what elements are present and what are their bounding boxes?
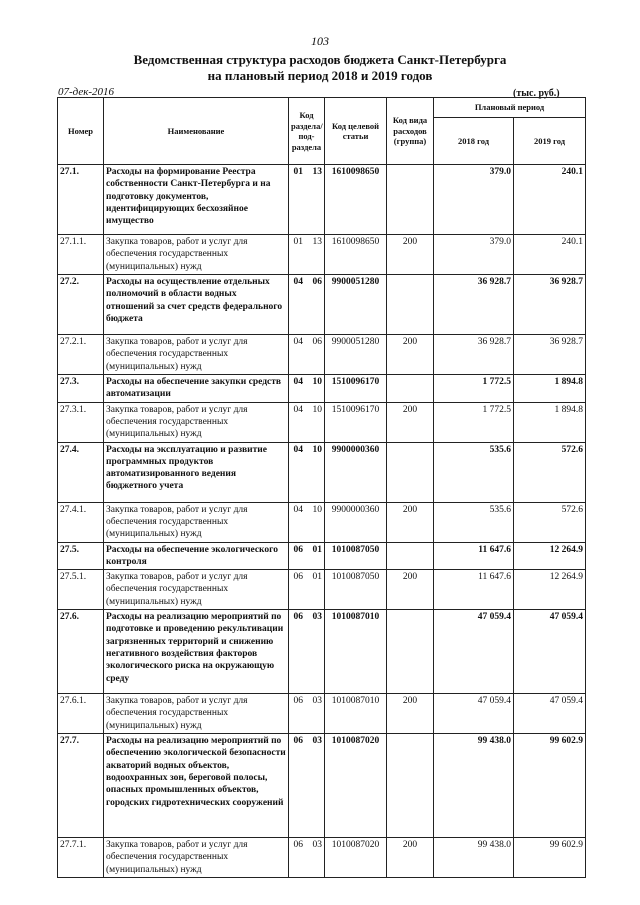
row-value-2018: 535.6 [434,442,514,502]
row-expense-type [387,375,434,403]
row-name: Расходы на осуществление отдельных полномочий в области водных отношений за счет средств федерального бюджета [104,275,289,335]
row-name: Расходы на реализацию мероприятий по подготовке и проведению рекультивации загрязненных территорий и снижению негативного воздействия факторов экологического риска на окружающую среду [104,610,289,694]
row-name: Закупка товаров, работ и услуг для обеспечения государственных (муниципальных) нужд [104,335,289,375]
row-value-2019: 99 602.9 [514,734,586,838]
row-value-2019: 36 928.7 [514,275,586,335]
row-target-code: 1010087050 [325,542,387,570]
row-number: 27.6. [58,610,104,694]
row-expense-type [387,734,434,838]
row-subsection: 10 [306,375,325,403]
row-target-code: 1610098650 [325,165,387,235]
row-value-2018: 11 647.6 [434,542,514,570]
row-value-2019: 36 928.7 [514,335,586,375]
table-row [58,734,586,838]
header-number: Номер [58,98,104,165]
header-type: Код вида расходов (группа) [387,98,434,165]
row-expense-type: 200 [387,502,434,542]
row-value-2019: 1 894.8 [514,375,586,403]
row-number: 27.4. [58,442,104,502]
table-row [58,694,586,734]
row-expense-type: 200 [387,838,434,878]
row-subsection: 10 [306,442,325,502]
row-value-2019: 47 059.4 [514,610,586,694]
row-value-2019: 12 264.9 [514,542,586,570]
table-row [58,610,586,694]
row-name: Закупка товаров, работ и услуг для обеспечения государственных (муниципальных) нужд [104,235,289,275]
row-subsection: 13 [306,235,325,275]
row-number: 27.5. [58,542,104,570]
row-subsection: 03 [306,734,325,838]
title-line-2: на плановый период 2018 и 2019 годов [207,68,433,83]
table-row [58,838,586,878]
row-expense-type: 200 [387,235,434,275]
row-target-code: 1010087010 [325,694,387,734]
row-number: 27.2.1. [58,335,104,375]
table-row [58,570,586,610]
row-name: Закупка товаров, работ и услуг для обеспечения государственных (муниципальных) нужд [104,502,289,542]
row-subsection: 13 [306,165,325,235]
row-value-2019: 47 059.4 [514,694,586,734]
row-target-code: 1510096170 [325,375,387,403]
row-name: Закупка товаров, работ и услуг для обеспечения государственных (муниципальных) нужд [104,402,289,442]
table-row [58,442,586,502]
row-subsection: 10 [306,502,325,542]
row-value-2018: 379.0 [434,235,514,275]
row-name: Расходы на обеспечение экологического контроля [104,542,289,570]
row-value-2019: 1 894.8 [514,402,586,442]
row-target-code: 9900000360 [325,502,387,542]
row-value-2019: 240.1 [514,165,586,235]
table-row [58,542,586,570]
row-value-2018: 99 438.0 [434,734,514,838]
row-subsection: 06 [306,335,325,375]
row-number: 27.2. [58,275,104,335]
row-value-2018: 99 438.0 [434,838,514,878]
budget-table [57,97,586,878]
row-target-code: 1010087020 [325,838,387,878]
row-section: 06 [289,570,306,610]
row-value-2018: 535.6 [434,502,514,542]
row-value-2019: 240.1 [514,235,586,275]
row-expense-type [387,275,434,335]
table-row [58,235,586,275]
row-number: 27.1. [58,165,104,235]
table-row [58,275,586,335]
row-target-code: 1010087050 [325,570,387,610]
row-expense-type [387,610,434,694]
row-value-2018: 36 928.7 [434,335,514,375]
row-expense-type: 200 [387,694,434,734]
row-target-code: 9900000360 [325,442,387,502]
row-value-2018: 1 772.5 [434,375,514,403]
row-section: 06 [289,610,306,694]
row-target-code: 1510096170 [325,402,387,442]
row-value-2018: 36 928.7 [434,275,514,335]
table-row [58,402,586,442]
row-expense-type [387,165,434,235]
header-section: Код раздела/ под- раздела [289,98,325,165]
row-name: Расходы на эксплуатацию и развитие программных продуктов автоматизированного ведения бюджетного учета [104,442,289,502]
row-name: Расходы на реализацию мероприятий по обеспечению экологической безопасности акваторий водных объектов, водоохранных зон, береговой полосы, опасных промышленных объектов, городских гидротехнических сооружений [104,734,289,838]
row-target-code: 1610098650 [325,235,387,275]
row-section: 04 [289,502,306,542]
row-expense-type: 200 [387,335,434,375]
row-value-2019: 572.6 [514,442,586,502]
row-subsection: 01 [306,570,325,610]
row-value-2019: 12 264.9 [514,570,586,610]
table-row [58,335,586,375]
table-row [58,502,586,542]
row-section: 04 [289,335,306,375]
row-section: 06 [289,838,306,878]
row-expense-type [387,542,434,570]
row-target-code: 1010087010 [325,610,387,694]
row-number: 27.5.1. [58,570,104,610]
row-section: 04 [289,375,306,403]
table-body [58,165,586,878]
row-subsection: 01 [306,542,325,570]
table-row [58,375,586,403]
row-value-2018: 47 059.4 [434,694,514,734]
row-target-code: 9900051280 [325,275,387,335]
document-date: 07-дек-2016 [58,86,115,98]
row-value-2018: 11 647.6 [434,570,514,610]
row-name: Расходы на обеспечение закупки средств автоматизации [104,375,289,403]
row-name: Закупка товаров, работ и услуг для обеспечения государственных (муниципальных) нужд [104,694,289,734]
header-2018: 2018 год [434,118,514,165]
row-section: 06 [289,734,306,838]
units-label: (тыс. руб.) [513,88,560,99]
row-number: 27.3.1. [58,402,104,442]
row-section: 04 [289,402,306,442]
row-target-code: 1010087020 [325,734,387,838]
row-name: Закупка товаров, работ и услуг для обеспечения государственных (муниципальных) нужд [104,838,289,878]
row-number: 27.4.1. [58,502,104,542]
row-expense-type: 200 [387,402,434,442]
row-section: 01 [289,165,306,235]
row-number: 27.7. [58,734,104,838]
row-name: Закупка товаров, работ и услуг для обеспечения государственных (муниципальных) нужд [104,570,289,610]
row-target-code: 9900051280 [325,335,387,375]
row-section: 01 [289,235,306,275]
header-target: Код целевой статьи [325,98,387,165]
document-title [0,52,640,84]
row-value-2019: 572.6 [514,502,586,542]
row-section: 06 [289,542,306,570]
row-section: 04 [289,275,306,335]
row-value-2018: 47 059.4 [434,610,514,694]
row-number: 27.1.1. [58,235,104,275]
page-number: 103 [311,34,329,48]
header-period: Плановый период [434,98,586,118]
row-subsection: 03 [306,694,325,734]
table-row [58,165,586,235]
row-value-2018: 379.0 [434,165,514,235]
row-expense-type: 200 [387,570,434,610]
row-expense-type [387,442,434,502]
row-value-2018: 1 772.5 [434,402,514,442]
row-number: 27.3. [58,375,104,403]
header-name: Наименование [104,98,289,165]
row-number: 27.6.1. [58,694,104,734]
row-subsection: 03 [306,838,325,878]
row-value-2019: 99 602.9 [514,838,586,878]
row-section: 04 [289,442,306,502]
row-subsection: 06 [306,275,325,335]
title-line-1: Ведомственная структура расходов бюджета Санкт-Петербурга [133,52,507,67]
row-number: 27.7.1. [58,838,104,878]
header-2019: 2019 год [514,118,586,165]
row-subsection: 10 [306,402,325,442]
row-section: 06 [289,694,306,734]
row-name: Расходы на формирование Реестра собственности Санкт-Петербурга и на подготовку документов, идентифицирующих бесхозяйное имущество [104,165,289,235]
row-subsection: 03 [306,610,325,694]
